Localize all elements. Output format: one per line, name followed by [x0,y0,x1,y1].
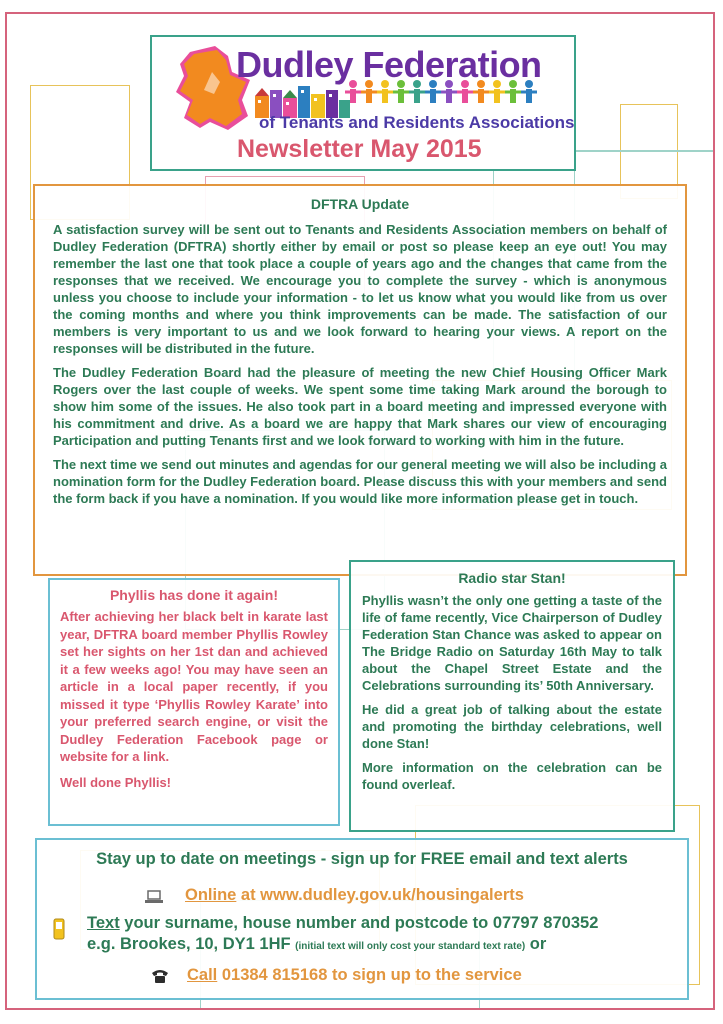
alerts-heading: Stay up to date on meetings - sign up for FREE email and text alerts [96,850,628,868]
text-line [87,914,598,933]
online-link[interactable]: Online [185,886,237,904]
text-label: Text [87,914,120,932]
example-note: (initial text will only cost your standard text rate) [295,941,526,952]
paragraph: More information on the celebration can be found overleaf. [362,760,662,792]
section-heading: DFTRA Update [310,196,410,212]
paragraph: He did a great job of talking about the estate and promoting the birthday celebrations, well done Stan! [362,702,662,751]
section-body [60,608,328,799]
section-body [362,592,662,800]
call-text: 01384 815168 to sign up to the service [217,966,522,984]
example-text: e.g. Brookes, 10, DY1 1HF [87,935,296,953]
telephone-icon [151,968,169,984]
phyllis-section [48,578,340,826]
call-line [187,966,522,985]
mobile-phone-icon [53,918,65,940]
org-subtitle: of Tenants and Residents Associations [259,113,575,132]
online-text: at www.dudley.gov.uk/housingalerts [236,886,524,904]
paragraph: Well done Phyllis! [60,774,172,790]
example-line [87,935,546,954]
radio-star-stan-section [349,560,675,832]
online-line [185,886,524,905]
paragraph: A satisfaction survey will be sent out to Tenants and Residents Association members on behalf of Dudley Federation (DFTRA) shortly either by email or post so please keep an eye out! You may remember the last one that took place a couple of years ago and the changes that came from the responses that we received. We encourage you to complete the survey - which is anonymous unless you choose to include your information - to let us know what you would like from us over the coming months and where you think improvements can be made. The satisfaction of our members is very important to us and we look forward to hearing your views. A report on the responses will be distributed in the future. [53,222,667,356]
text-instructions: your surname, house number and postcode to 07797 870352 [119,914,599,932]
call-link[interactable]: Call [187,966,218,984]
section-body [53,221,667,514]
paragraph: After achieving her black belt in karate last year, DFTRA board member Phyllis Rowley set her sights on her 1st dan and achieved it a few weeks ago! You may have seen an article in a local paper recently, if you missed it type ‘Phyllis Rowley Karate’ into your preferred search engine, or visit the Dudley Federation Facebook page or website for a link. [60,609,328,764]
section-heading: Radio star Stan! [458,570,566,586]
newsletter-title: Newsletter May 2015 [237,135,482,163]
laptop-icon [145,890,163,904]
section-heading: Phyllis has done it again! [109,587,279,603]
dftra-update-section [33,184,687,576]
paragraph: The next time we send out minutes and agendas for our general meeting we will also be including a nomination form for the Dudley Federation board. Please discuss this with your members and send the form back if you have a nomination. If you would like more information please get in touch. [53,457,668,506]
paragraph: Phyllis wasn’t the only one getting a taste of the life of fame recently, Vice Chairperson of Dudley Federation Stan Chance was asked to appear on The Bridge Radio on Saturday 16th May to talk about the Chapel Street Estate and the Celebrations surrounding its’ 50th Anniversary. [362,593,662,693]
paragraph: The Dudley Federation Board had the pleasure of meeting the new Chief Housing Officer Mark Rogers over the last couple of weeks. We spent some time taking Mark around the borough to show him some of the issues. He also took part in a board meeting and impressed everyone with his commitment and drive. As a board we are happy that Mark shares our view of encouraging Participation and putting Tenants first and we look forward to working with him in the future. [53,365,667,448]
org-title: Dudley Federation [236,44,542,85]
alerts-section [35,838,689,1000]
example-or: or [525,935,547,953]
